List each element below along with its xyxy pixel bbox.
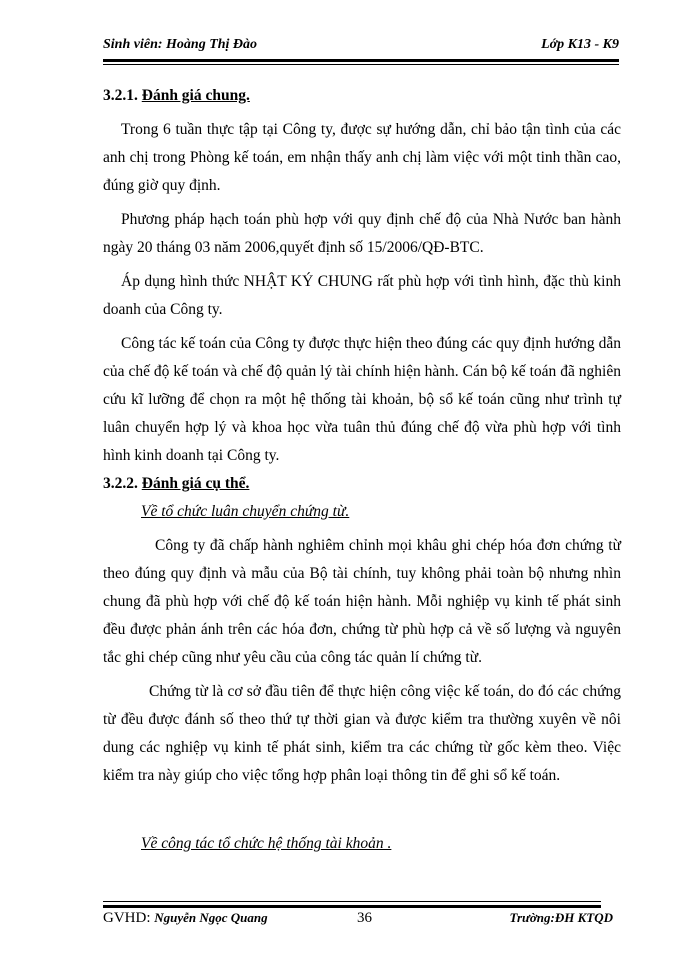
section-number: 3.2.1.: [103, 87, 138, 104]
section-heading-321: [103, 82, 621, 110]
page-footer: [103, 910, 613, 930]
document-body: [103, 82, 621, 858]
header-student: Sinh viên: Hoàng Thị Đào: [103, 37, 258, 52]
paragraph: Trong 6 tuần thực tập tại Công ty, được sự hướng dẫn, chỉ bảo tận tình của các anh chị trong Phòng kế toán, em nhận thấy anh chị làm việc với một tinh thần cao, đúng giờ quy định.: [103, 121, 621, 194]
subheading-accounts: Về công tác tổ chức hệ thống tài khoản .: [141, 835, 392, 852]
section-title: Đánh giá chung.: [141, 87, 250, 104]
paragraph: Phương pháp hạch toán phù hợp với quy định chế độ của Nhà Nước ban hành ngày 20 tháng 03 năm 2006,quyết định số 15/2006/QĐ-BTC.: [103, 211, 621, 256]
footer-school: Trường:ĐH KTQD: [509, 910, 613, 925]
footer-rule-thin: [103, 901, 601, 902]
section-heading-322: [103, 470, 621, 498]
page-number: 36: [357, 910, 372, 926]
section-number: 3.2.2.: [103, 475, 138, 492]
header-class: Lớp K13 - K9: [541, 37, 619, 52]
paragraph: Áp dụng hình thức NHẬT KÝ CHUNG rất phù hợp với tình hình, đặc thù kinh doanh của Công ty.: [103, 273, 621, 318]
header-rule: [103, 59, 619, 62]
footer-label: GVHD:: [103, 910, 151, 926]
paragraph: Chứng từ là cơ sở đầu tiên để thực hiện công việc kế toán, do đó các chứng từ đều được đánh số theo thứ tự thời gian và được kiểm tra thường xuyên về nôi dung các nghiệp vụ kinh tế phát sinh, kiểm tra các chứng từ gốc kèm theo. Việc kiểm tra này giúp cho việc tổng hợp phân loại thông tin để ghi sổ kế toán.: [103, 683, 621, 784]
footer-advisor: Nguyễn Ngọc Quang: [154, 910, 268, 925]
header-rule-thin: [103, 64, 619, 65]
section-title: Đánh giá cụ thể.: [141, 475, 250, 492]
paragraph: Công ty đã chấp hành nghiêm chỉnh mọi khâu ghi chép hóa đơn chứng từ theo đúng quy định và mẫu của Bộ tài chính, tuy không phải toàn bộ nhưng nhìn chung đã phù hợp với chế độ kế toán hiện hành. Mỗi nghiệp vụ kinh tế phát sinh đều được phản ánh trên các hóa đơn, chứng từ phù hợp cả về số lượng và nguyên tắc ghi chép cũng như yêu cầu của công tác quản lí chứng từ.: [103, 537, 621, 666]
footer-advisor-block: [103, 910, 268, 927]
paragraph: Công tác kế toán của Công ty được thực hiện theo đúng các quy định hướng dẫn của chế độ kế toán và chế độ quản lý tài chính hiện hành. Cán bộ kế toán đã nghiên cứu kĩ lưỡng để chọn ra một hệ thống tài khoản, bộ sổ kế toán cũng như trình tự luân chuyển hợp lý và khoa học vừa tuân thủ đúng chế độ vừa phù hợp với tình hình kinh doanh tại Công ty.: [103, 335, 621, 464]
footer-rule: [103, 905, 601, 908]
page-header: [103, 37, 619, 55]
subheading-documents: Về tổ chức luân chuyển chứng từ.: [141, 503, 350, 520]
